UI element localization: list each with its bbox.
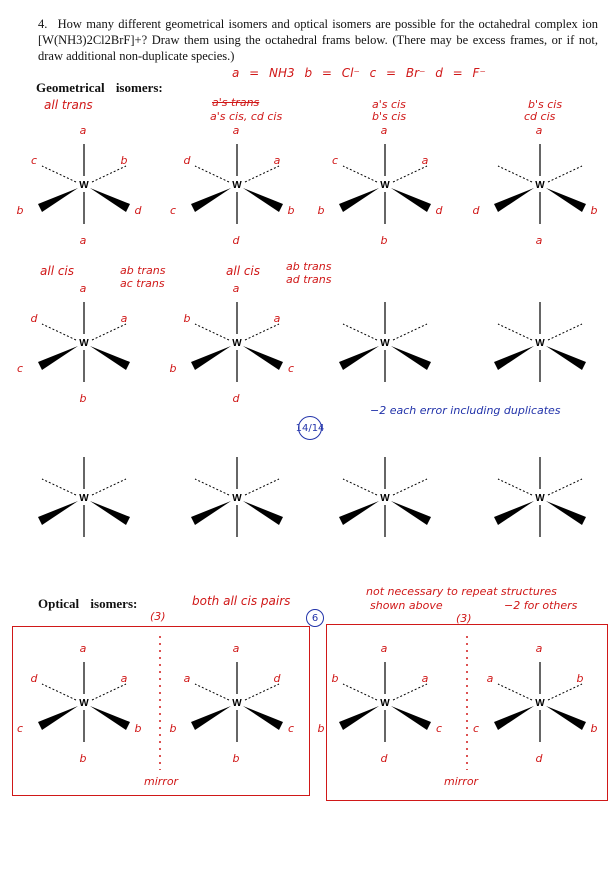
ligand-label-top: a [79, 124, 87, 137]
note-geo2: a's cis, cd cis [210, 110, 283, 123]
ligand-label-lowleft: b [317, 722, 325, 735]
ligand-label-lowright: b [590, 204, 598, 217]
wedge-bond-right [243, 501, 283, 525]
dashed-bond-left [498, 324, 532, 340]
ligand-label-upright: a [421, 154, 429, 167]
wedge-bond-left [38, 501, 78, 525]
ligand-label-bottom: b [232, 752, 240, 765]
ligand-label-top: a [232, 282, 240, 295]
dashed-bond-left [195, 479, 229, 495]
dashed-bond-right [548, 324, 582, 340]
dashed-bond-right [245, 684, 279, 700]
octahedral-frame-geo-1 [17, 124, 143, 247]
ligand-label-top: a [535, 124, 543, 137]
ligand-label-lowleft: b [169, 362, 177, 375]
dashed-bond-right [393, 479, 427, 495]
wedge-bond-right [546, 188, 586, 212]
note-geo3a: a's cis [372, 98, 406, 111]
optical-note1: both all cis pairs [192, 594, 291, 608]
wedge-bond-left [191, 346, 231, 370]
center-atom-label: W [535, 493, 545, 504]
ligand-label-bottom: d [380, 752, 388, 765]
ligand-label-bottom: d [232, 392, 240, 405]
question-body: How many different geometrical isomers and optical isomers are possible for the octahedral complex ion [W(NH3)2Cl2BrF]+? Draw them using the octahedral frams below. (There may be excess frames, or if not, draw additional non-duplicate species.) [38, 17, 599, 63]
center-atom-label: W [380, 180, 390, 191]
center-atom-label: W [535, 698, 545, 709]
note-all-trans: all trans [44, 98, 93, 112]
dashed-bond-left [42, 684, 76, 700]
dashed-bond-right [393, 684, 427, 700]
note-geo5c: ac trans [120, 277, 165, 290]
ligand-label-upright: a [273, 312, 281, 325]
ligand-label-bottom: b [79, 752, 87, 765]
wedge-bond-right [546, 346, 586, 370]
octahedral-frame-geo-8 [494, 302, 586, 382]
center-atom-label: W [535, 180, 545, 191]
ligand-label-left: d [183, 154, 191, 167]
ligand-label-top: a [535, 642, 543, 655]
dashed-bond-left [498, 479, 532, 495]
ligand-label-left: d [30, 672, 38, 685]
wedge-bond-right [90, 346, 130, 370]
dashed-bond-right [245, 324, 279, 340]
ligand-label-lowright: b [134, 722, 142, 735]
note-geo5a: all cis [40, 264, 75, 278]
octahedral-frame-geo-4 [473, 124, 598, 247]
center-atom-label: W [79, 493, 89, 504]
wedge-bond-right [391, 706, 431, 730]
ligand-label-upright: a [421, 672, 429, 685]
center-atom-label: W [232, 493, 242, 504]
dashed-bond-left [42, 166, 76, 182]
dashed-bond-left [343, 479, 377, 495]
note-geo4a: b's cis [528, 98, 563, 111]
dashed-bond-right [393, 324, 427, 340]
dashed-bond-left [498, 684, 532, 700]
note-geo6a: all cis [226, 264, 261, 278]
wedge-bond-right [243, 188, 283, 212]
dashed-bond-left [343, 166, 377, 182]
ligand-label-upright: a [120, 312, 128, 325]
ligand-label-upright: b [120, 154, 128, 167]
note-geo6c: ad trans [286, 273, 332, 286]
optical-title: Optical isomers: [38, 596, 138, 611]
center-atom-label: W [380, 698, 390, 709]
ligand-label-bottom: b [380, 234, 388, 247]
dashed-bond-right [92, 324, 126, 340]
center-atom-label: W [232, 338, 242, 349]
center-atom-label: W [79, 698, 89, 709]
ligand-label-lowleft: c [472, 722, 480, 735]
octahedral-frame-geo-6 [170, 282, 295, 405]
dashed-bond-right [92, 479, 126, 495]
ligand-label-top: a [79, 642, 87, 655]
ligand-label-lowleft: b [16, 204, 24, 217]
box2-score: (3) [456, 612, 472, 625]
note-struck: a's trans [212, 96, 260, 109]
octahedral-frame-geo-3 [318, 124, 444, 247]
ligand-label-bottom: d [535, 752, 543, 765]
ligand-label-top: a [79, 282, 87, 295]
wedge-bond-left [191, 501, 231, 525]
ligand-label-top: a [232, 642, 240, 655]
wedge-bond-right [90, 188, 130, 212]
dashed-bond-right [548, 166, 582, 182]
box1-score: (3) [150, 610, 166, 623]
question-number: 4. [38, 17, 48, 31]
wedge-bond-left [494, 501, 534, 525]
ligand-label-left: d [30, 312, 38, 325]
ligand-label-upright: a [273, 154, 281, 167]
note-geo4b: cd cis [524, 110, 556, 123]
geometrical-score: 14/14 [298, 416, 322, 440]
wedge-bond-left [339, 346, 379, 370]
dashed-bond-right [245, 479, 279, 495]
dashed-bond-right [548, 684, 582, 700]
ligand-label-lowright: c [287, 722, 295, 735]
center-atom-label: W [79, 180, 89, 191]
ligand-label-left: c [30, 154, 38, 167]
dashed-bond-right [548, 479, 582, 495]
dashed-bond-left [42, 324, 76, 340]
wedge-bond-left [494, 706, 534, 730]
ligand-label-top: a [232, 124, 240, 137]
wedge-bond-right [391, 346, 431, 370]
octahedral-frame-geo-10 [191, 457, 283, 537]
mirror-label-1: mirror [144, 775, 179, 788]
deduction-note: −2 each error including duplicates [370, 404, 561, 417]
octahedral-frame-geo-5 [17, 282, 130, 405]
ligand-label-top: a [380, 642, 388, 655]
wedge-bond-left [38, 346, 78, 370]
ligand-label-lowleft: d [472, 204, 480, 217]
dashed-bond-left [42, 479, 76, 495]
ligand-label-lowleft: c [16, 362, 24, 375]
octahedral-frame-geo-7 [339, 302, 431, 382]
octahedral-frame-geo-2 [170, 124, 295, 247]
optical-score: 6 [306, 609, 324, 627]
center-atom-label: W [380, 338, 390, 349]
wedge-bond-left [339, 188, 379, 212]
ligand-label-lowright: d [435, 204, 443, 217]
wedge-bond-right [546, 706, 586, 730]
dashed-bond-left [195, 166, 229, 182]
ligand-label-left: a [183, 672, 191, 685]
ligand-label-lowright: b [590, 722, 598, 735]
ligand-label-left: c [331, 154, 339, 167]
wedge-bond-left [38, 188, 78, 212]
center-atom-label: W [79, 338, 89, 349]
wedge-bond-left [339, 706, 379, 730]
wedge-bond-left [339, 501, 379, 525]
ligand-label-lowleft: c [16, 722, 24, 735]
ligand-label-top: a [380, 124, 388, 137]
dashed-bond-right [245, 166, 279, 182]
center-atom-label: W [232, 180, 242, 191]
octahedral-frame-opt-2 [170, 642, 295, 765]
ligand-label-upright: b [576, 672, 584, 685]
ligand-label-bottom: b [79, 392, 87, 405]
dashed-bond-left [343, 684, 377, 700]
geometrical-title: Geometrical isomers: [36, 80, 163, 95]
wedge-bond-left [191, 706, 231, 730]
ligand-label-lowleft: c [169, 204, 177, 217]
wedge-bond-right [243, 706, 283, 730]
dashed-bond-right [393, 166, 427, 182]
ligand-label-lowright: c [287, 362, 295, 375]
dashed-bond-left [343, 324, 377, 340]
center-atom-label: W [380, 493, 390, 504]
ligand-label-left: b [183, 312, 191, 325]
ligand-label-lowleft: b [317, 204, 325, 217]
octahedral-frame-opt-4 [473, 642, 598, 765]
wedge-bond-right [90, 501, 130, 525]
mirror-label-2: mirror [444, 775, 479, 788]
ligand-label-bottom: a [535, 234, 543, 247]
dashed-bond-left [195, 684, 229, 700]
ligand-label-upright: d [273, 672, 281, 685]
ligand-label-lowright: d [134, 204, 142, 217]
dashed-bond-left [195, 324, 229, 340]
optical-note2c: −2 for others [504, 599, 578, 612]
optical-note2b: shown above [370, 599, 443, 612]
wedge-bond-left [494, 346, 534, 370]
wedge-bond-right [546, 501, 586, 525]
wedge-bond-left [494, 188, 534, 212]
optical-note2a: not necessary to repeat structures [366, 585, 557, 598]
dashed-bond-right [92, 684, 126, 700]
wedge-bond-right [391, 501, 431, 525]
octahedral-frame-geo-9 [38, 457, 130, 537]
ligand-label-lowleft: b [169, 722, 177, 735]
wedge-bond-right [243, 346, 283, 370]
ligand-legend: a = NH3 b = Cl⁻ c = Br⁻ d = F⁻ [232, 66, 486, 80]
note-geo6b: ab trans [286, 260, 332, 273]
wedge-bond-right [391, 188, 431, 212]
wedge-bond-left [38, 706, 78, 730]
ligand-label-lowright: c [435, 722, 443, 735]
center-atom-label: W [232, 698, 242, 709]
ligand-label-left: a [486, 672, 494, 685]
ligand-label-upright: a [120, 672, 128, 685]
ligand-label-bottom: a [79, 234, 87, 247]
center-atom-label: W [535, 338, 545, 349]
dashed-bond-left [498, 166, 532, 182]
octahedral-frame-opt-1 [17, 642, 142, 765]
octahedral-frame-geo-11 [339, 457, 431, 537]
wedge-bond-right [90, 706, 130, 730]
note-geo3b: b's cis [372, 110, 407, 123]
ligand-label-bottom: d [232, 234, 240, 247]
dashed-bond-right [92, 166, 126, 182]
octahedral-frame-opt-3 [318, 642, 443, 765]
note-geo5b: ab trans [120, 264, 166, 277]
ligand-label-left: b [331, 672, 339, 685]
wedge-bond-left [191, 188, 231, 212]
ligand-label-lowright: b [287, 204, 295, 217]
octahedral-frame-geo-12 [494, 457, 586, 537]
